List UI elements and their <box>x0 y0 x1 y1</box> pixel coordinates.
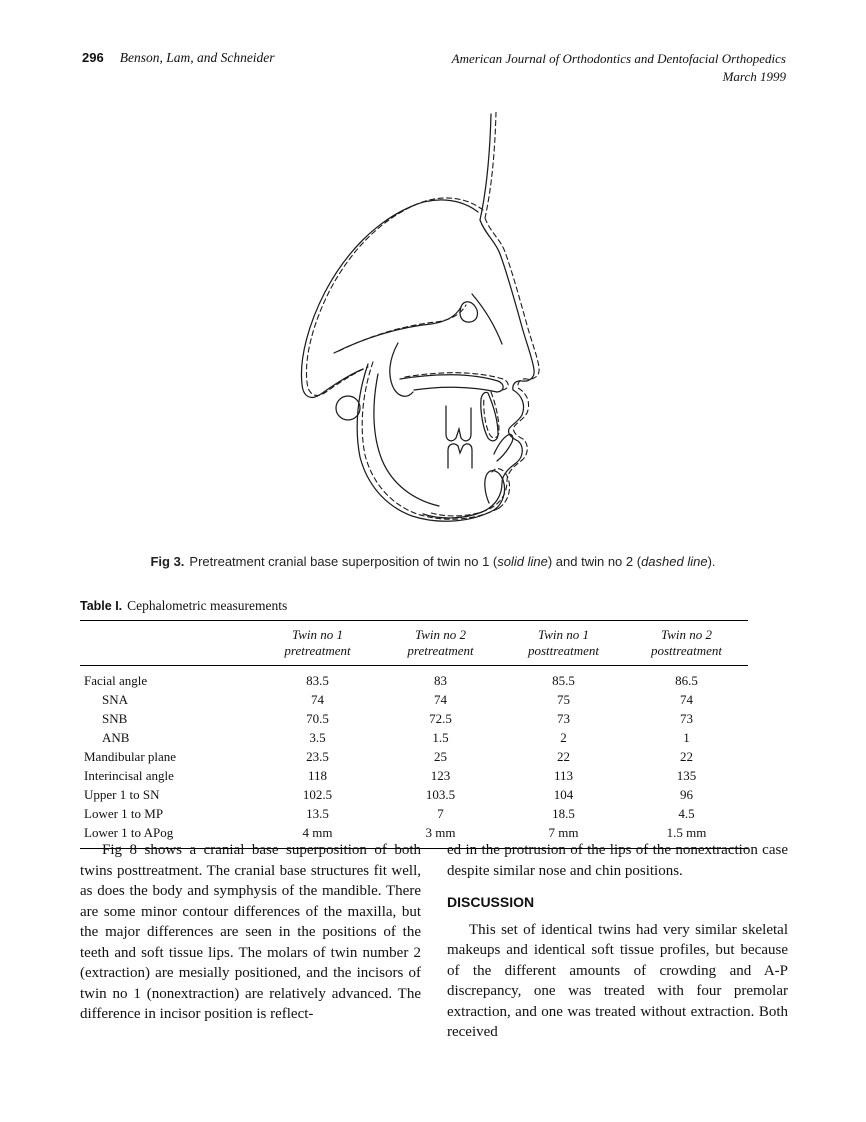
discussion-heading: DISCUSSION <box>447 894 535 910</box>
running-head-left <box>82 50 275 66</box>
header-col-2: Twin no 2 pretreatment <box>407 627 474 659</box>
table-row: Mandibular plane 23.5 25 22 22 <box>84 748 693 764</box>
table-row: SNB 70.5 72.5 73 73 <box>102 710 693 726</box>
body-column-right <box>447 840 788 1043</box>
header-col-4: Twin no 2 posttreatment <box>650 627 722 659</box>
table-row: Interincisal angle 118 123 113 135 <box>84 767 697 783</box>
figure-caption <box>110 554 756 569</box>
figure-caption-label: Fig 3. <box>150 554 185 569</box>
table-row: Lower 1 to APog 4 mm 3 mm 7 mm 1.5 mm <box>84 824 707 840</box>
cephalometric-tracing <box>250 112 572 544</box>
table-row: ANB 3.5 1.5 2 1 <box>102 729 690 745</box>
body-text <box>80 840 788 1043</box>
table-row: Lower 1 to MP 13.5 7 18.5 4.5 <box>84 805 695 821</box>
figure-caption-em-1: solid line <box>497 554 548 569</box>
table-row: Upper 1 to SN 102.5 103.5 104 96 <box>84 786 693 802</box>
figure-caption-text-2: ) and twin no 2 ( <box>547 554 642 569</box>
header-col-3: Twin no 1 posttreatment <box>527 627 599 659</box>
running-head-right <box>452 50 786 85</box>
cephalometric-table <box>80 620 748 849</box>
header-empty <box>80 621 256 666</box>
figure-caption-text-1: Pretreatment cranial base superposition of twin no 1 ( <box>189 554 498 569</box>
right-paragraph-1: ed in the protrusion of the lips of the nonextraction case despite similar nose and chin positions. <box>447 842 788 879</box>
table-label: Table I. <box>80 599 123 613</box>
right-paragraph-2: This set of identical twins had very similar skeletal makeups and identical soft tissue profiles, but because of the different amounts of crowding and A-P discrepancy, one was treated with four premolar extraction, and one was treated without extraction. Both received <box>447 921 788 1040</box>
journal-issue: March 1999 <box>722 68 786 84</box>
table-title <box>80 598 287 614</box>
figure-caption-text-3: ). <box>707 554 716 569</box>
left-paragraph: Fig 8 shows a cranial base superposition of both twins posttreatment. The cranial base structures fit well, as does the body and symphysis of the mandible. There are some minor contour differences of the maxilla, but the major differences are seen in the positions of the teeth and soft tissue lips. The molars of twin number 2 (extraction) are mesially positioned, and the incisors of twin no 1 (nonextraction) are relatively advanced. The difference in incisor position is reflect- <box>80 842 421 1022</box>
body-column-left <box>80 840 421 1043</box>
figure-3 <box>250 112 572 544</box>
table-row: SNA 74 74 75 74 <box>102 691 693 707</box>
table-title-text: Cephalometric measurements <box>127 598 288 613</box>
table-row: Facial angle 83.5 83 85.5 86.5 <box>84 672 698 688</box>
table-header <box>80 621 748 666</box>
page-authors: Benson, Lam, and Schneider <box>119 50 275 65</box>
figure-caption-em-2: dashed line <box>641 554 708 569</box>
twin2-dashed-tracing <box>306 112 539 519</box>
journal-name: American Journal of Orthodontics and Dentofacial Orthopedics <box>451 51 786 66</box>
twin1-solid-tracing <box>301 114 534 521</box>
header-col-1: Twin no 1 pretreatment <box>284 627 351 659</box>
page-number: 296 <box>82 50 104 65</box>
